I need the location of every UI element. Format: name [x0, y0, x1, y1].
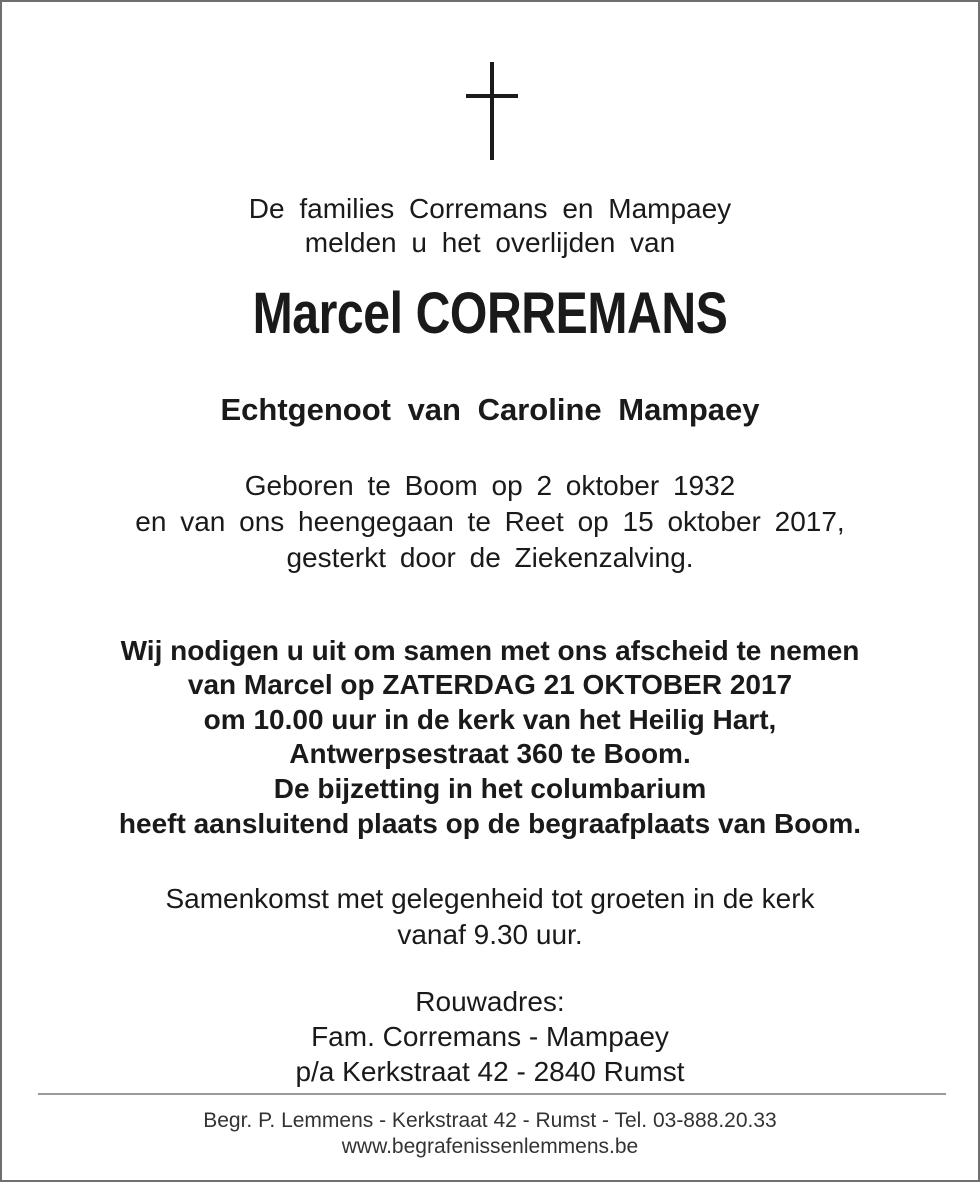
spouse-line: Echtgenoot van Caroline Mampaey [220, 392, 760, 427]
sacrament-line: gesterkt door de Ziekenzalving. [286, 542, 694, 573]
gathering-line: Samenkomst met gelegenheid tot groeten in de kerk [165, 883, 815, 914]
gathering-line: vanaf 9.30 uur. [397, 919, 583, 950]
ceremony-line: van Marcel op ZATERDAG 21 OKTOBER 2017 [187, 669, 793, 700]
address-line: p/a Kerkstraat 42 - 2840 Rumst [295, 1056, 685, 1087]
address-heading: Rouwadres: [415, 986, 565, 1017]
address-line: Fam. Corremans - Mampaey [311, 1021, 669, 1052]
birth-line: Geboren te Boom op 2 oktober 1932 [244, 470, 736, 501]
ceremony-line: om 10.00 uur in de kerk van het Heilig Hart, [203, 704, 777, 735]
death-line: en van ons heengegaan te Reet op 15 oktober 2017, [135, 506, 845, 537]
cross-icon [462, 62, 522, 162]
intro-line: De families Corremans en Mampaey [248, 193, 732, 224]
ceremony-line: Wij nodigen u uit om samen met ons afscheid te nemen [120, 635, 860, 666]
website-link[interactable]: www.begrafenissenlemmens.be [341, 1135, 639, 1158]
ceremony-line: Antwerpsestraat 360 te Boom. [289, 738, 691, 769]
ceremony-line: heeft aansluitend plaats op de begraafplaats van Boom. [118, 808, 862, 839]
deceased-name: Marcel CORREMANS [252, 281, 728, 346]
intro-line: melden u het overlijden van [304, 227, 676, 258]
undertaker-line: Begr. P. Lemmens - Kerkstraat 42 - Rumst - Tel. 03-888.20.33 [203, 1109, 777, 1132]
footer-divider [38, 1093, 946, 1095]
ceremony-line: De bijzetting in het columbarium [273, 773, 707, 804]
